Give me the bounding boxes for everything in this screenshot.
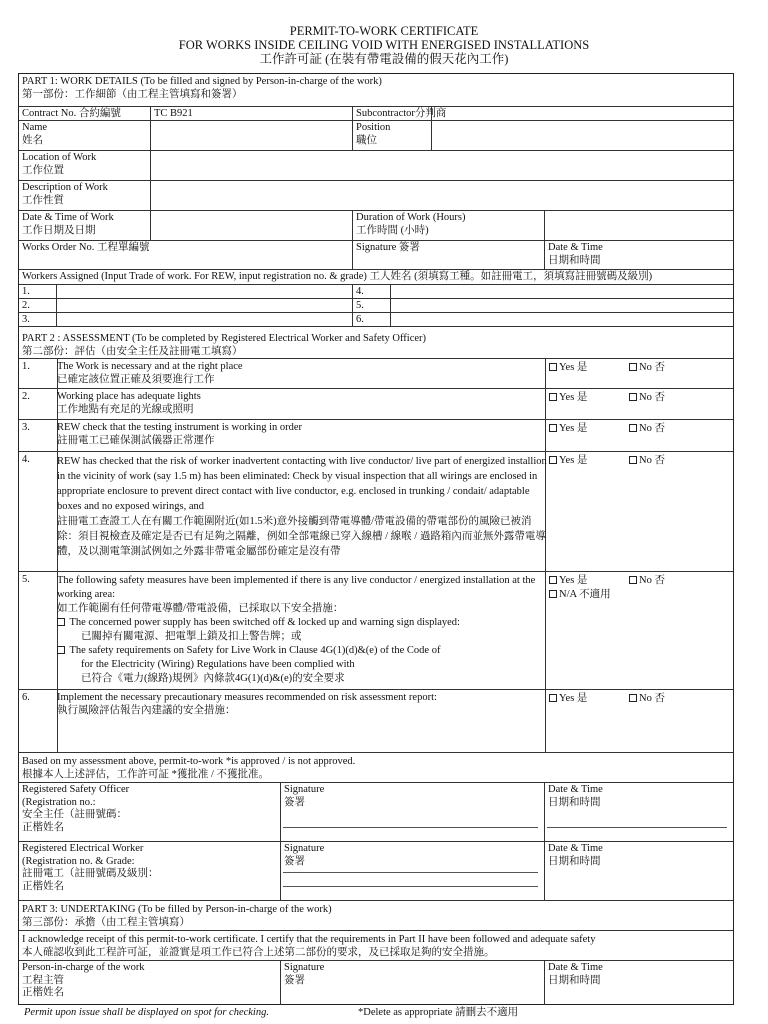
duration-label-en: Duration of Work (Hours) [356,212,466,223]
worker-row-2 [19,299,733,313]
measure-1-zh: 已關掉有關電源、把電掣上鎖及扣上警告牌；或 [81,631,302,642]
pic-signature-label-en: Signature [284,962,325,973]
worker-number: 6. [356,314,364,325]
no-checkbox[interactable] [629,362,665,375]
subcontractor-label: Subcontractor分判商 [356,108,447,119]
item-text-en: REW has checked that the risk of worker inadvertent contacting with live conductor/ live part of energized installion in the vicinity of work (say 1.5 m) has been eliminated: Check by visual inspection that all wirings are enclosed in appropriate enclosure to prevent direct contact with live conductor, e.g. enclosed in trunking / condait/ adaptable boxes and no exposed wirings, and [57,456,547,512]
title-line-3: 工作許可証 (在裝有帶電設備的假天花內工作) [259,52,509,66]
item-number: 1. [22,361,30,372]
part1-signature-label: Signature 簽署 [356,242,420,253]
contract-field[interactable] [151,107,353,120]
item-text-en: The Work is necessary and at the right place [57,361,243,372]
no-checkbox[interactable] [629,455,665,468]
name-field[interactable] [151,121,353,150]
item-text-zh: 執行風險評估報告內建議的安全措施： [57,704,236,716]
safety-officer-field[interactable] [19,783,281,841]
item-number: 6. [22,692,30,703]
assessment-item-2 [19,389,733,420]
rew-signature-label-en: Signature [284,843,325,854]
part1-heading-en: PART 1: WORK DETAILS (To be filled and signed by Person-in-charge of the work) [22,76,382,87]
worker-number: 4. [356,286,364,297]
permit-form [18,73,734,1005]
na-label: N/A 不適用 [559,589,611,600]
worker-field[interactable] [391,285,733,298]
rso-reg-label: (Registration no.: [22,796,96,808]
subcontractor-field[interactable] [432,107,733,120]
rso-reg-label-zh: 安全主任（註冊號碼： [22,809,127,821]
yes-checkbox[interactable] [549,362,587,375]
item-text-zh: 工作地點有充足的光線或照明 [57,403,194,415]
statement-en: Based on my assessment above, permit-to-work *is approved / is not approved. [22,756,356,767]
description-label-zh: 工作性質 [22,194,64,206]
item-text-zh: 已確定該位置正確及須要進行工作 [57,373,215,385]
part3-heading-zh: 第三部份：承擔（由工程主管填寫） [22,916,190,928]
rew-datetime-field[interactable] [545,842,733,900]
pic-signature-label-zh: 簽署 [284,974,305,986]
datetime-label-zh: 工作日期及日期 [22,224,96,236]
name-label-en: Name [22,122,48,133]
rew-dt-label-en: Date & Time [548,843,603,854]
worker-number: 5. [356,300,364,311]
yes-label: Yes 是 [559,455,588,466]
assessment-item-6 [19,690,733,753]
ack-zh: 本人確認收到此工程許可証，並證實是項工作已符合上述第二部份的要求，及已採取足夠的安全措施。 [22,946,495,958]
person-in-charge-block [19,961,733,1005]
pic-dt-label-zh: 日期和時間 [548,974,601,986]
measure-2-zh: 已符合《電力(線路)規例》內條款4G(1)(d)&(e)的安全要求 [81,673,345,684]
part1-heading [19,74,733,107]
safety-officer-block [19,783,733,842]
yes-checkbox[interactable] [549,455,587,468]
no-label: No 否 [639,455,665,466]
pic-name-label: 正楷姓名 [22,987,64,999]
ack-en: I acknowledge receipt of this permit-to-work certificate. I certify that the requirements in Part II have been followed and adequate safety [22,934,596,945]
rew-label: Registered Electrical Worker [22,843,144,854]
title-line-1: PERMIT-TO-WORK CERTIFICATE [289,24,479,38]
location-label-zh: 工作位置 [22,164,64,176]
pic-label: Person-in-charge of the work [22,962,145,973]
item-text-zh: 如工作範圍有任何帶電導體/帶電設備，已採取以下安全措施： [57,603,344,614]
part3-heading-en: PART 3: UNDERTAKING (To be filled by Person-in-charge of the work) [22,904,332,915]
rew-dt-label-zh: 日期和時間 [548,855,601,867]
datetime-field[interactable] [151,211,353,240]
footer-note: Permit upon issue shall be displayed on spot for checking. [24,1007,269,1018]
yes-label: Yes 是 [559,362,588,373]
description-field[interactable] [151,181,733,210]
workers-label: Workers Assigned (Input Trade of work. For REW, input registration no. & grade) 工人姓名 (須填寫工種。如註冊電工，須填寫註冊號碼及級別) [22,271,653,282]
contract-label: Contract No. 合約編號 [22,108,121,119]
rso-signature-field[interactable] [281,783,545,841]
assessment-item-4 [19,452,733,572]
part1-dt-label-zh: 日期和時間 [548,254,601,266]
item-text-en: Working place has adequate lights [57,391,201,402]
rso-dt-label-zh: 日期和時間 [548,796,601,808]
item-text-en: REW check that the testing instrument is working in order [57,422,303,433]
rew-reg-label-zh: 註冊電工（註冊號碼及級別： [22,868,159,880]
pic-label-zh: 工程主管 [22,974,64,986]
name-label-zh: 姓名 [22,134,43,146]
rso-dt-label-en: Date & Time [548,784,603,795]
title-line-2: FOR WORKS INSIDE CEILING VOID WITH ENERGISED INSTALLATIONS [178,38,590,52]
no-label: No 否 [639,423,665,434]
pic-dt-label-en: Date & Time [548,962,603,973]
rew-name-label: 正楷姓名 [22,880,64,892]
pic-signature-field[interactable] [281,961,545,1005]
works-order-row [19,241,733,270]
datetime-row [19,211,733,241]
acknowledgement [19,931,733,961]
part1-dt-label-en: Date & Time [548,242,603,253]
yes-checkbox[interactable] [549,575,587,588]
location-row [19,151,733,181]
no-label: No 否 [639,693,665,704]
footer-delete-note: *Delete as appropriate 請刪去不適用 [358,1007,519,1018]
no-label: No 否 [639,575,665,586]
yes-label: Yes 是 [559,423,588,434]
part2-heading [19,327,733,359]
item-number: 2. [22,391,30,402]
item-text-zh: 註冊電工查證工人在有關工作範圍附近(如1.5米)意外接觸到帶電導體/帶電設備的帶電部份的風險已被消除：須目視檢查及確定是否已有足夠之隔離，例如全部電線已穿入線槽 / 線喉 / 過路箱內而並無外露帶電導體，及以測電筆測試例如之外露非帶電金屬部份確定是沒有帶 [57,516,546,557]
measure-1-en[interactable]: The concerned power supply has been switched off & locked up and warning sign displayed: [57,616,551,630]
datetime-label-en: Date & Time of Work [22,212,114,223]
part1-signature-field[interactable] [353,241,545,269]
na-checkbox[interactable] [549,589,611,602]
person-in-charge-field[interactable] [19,961,281,1005]
worker-field[interactable] [57,285,353,298]
part1-heading-zh: 第一部份：工作細節（由工程主管填寫和簽署） [22,88,243,100]
item-text-en: The following safety measures have been implemented if there is any live conductor / energized installation at the working area: [57,575,536,600]
no-checkbox[interactable] [629,392,665,405]
yes-label: Yes 是 [559,693,588,704]
rso-signature-label-en: Signature [284,784,325,795]
pic-datetime-field[interactable] [545,961,733,1005]
rso-signature-label-zh: 簽署 [284,796,305,808]
yes-checkbox[interactable] [549,392,587,405]
item-text-zh: 註冊電工已確保測試儀器正常運作 [57,434,215,446]
works-order-label: Works Order No. 工程單編號 [22,242,150,253]
no-checkbox[interactable] [629,693,665,706]
measure-2-en[interactable]: The safety requirements on Safety for Live Work in Clause 4G(1)(d)&(e) of the Code of [57,644,551,658]
item-number: 3. [22,422,30,433]
yes-checkbox[interactable] [549,693,587,706]
description-row [19,181,733,211]
statement-zh: 根據本人上述評估，工作許可証 *獲批准 / 不獲批准。 [22,768,270,780]
part1-datetime-field[interactable] [545,241,733,269]
yes-checkbox[interactable] [549,423,587,436]
rso-name-label: 正楷姓名 [22,821,64,833]
item-number: 5. [22,574,30,585]
item-number: 4. [22,454,30,465]
location-label-en: Location of Work [22,152,97,163]
duration-label-zh: 工作時間 (小時) [356,224,429,236]
worker-row-1 [19,285,733,299]
contract-row [19,107,733,121]
no-label: No 否 [639,362,665,373]
works-order-field[interactable] [19,241,353,269]
rew-signature-field[interactable] [281,842,545,900]
rso-datetime-field[interactable] [545,783,733,841]
name-row [19,121,733,151]
description-label-en: Description of Work [22,182,108,193]
electrical-worker-block [19,842,733,901]
rew-signature-label-zh: 簽署 [284,855,305,867]
part2-heading-zh: 第二部份：評估（由安全主任及註冊電工填寫） [22,345,243,357]
electrical-worker-field[interactable] [19,842,281,900]
assessment-statement [19,753,733,783]
part2-heading-en: PART 2 : ASSESSMENT (To be completed by Registered Electrical Worker and Safety Officer) [22,333,427,344]
no-checkbox[interactable] [629,575,665,588]
rso-label: Registered Safety Officer [22,784,130,795]
rew-reg-label: (Registration no. & Grade: [22,855,135,867]
workers-heading [19,270,733,285]
position-label-zh: 職位 [356,134,377,146]
worker-number: 1. [22,286,30,297]
worker-number: 3. [22,314,30,325]
no-checkbox[interactable] [629,423,665,436]
worker-field[interactable] [57,299,353,312]
location-field[interactable] [151,151,733,180]
yes-label: Yes 是 [559,392,588,403]
worker-field[interactable] [57,313,353,326]
position-label-en: Position [356,122,391,133]
assessment-item-5 [19,572,733,690]
position-field[interactable] [432,121,733,150]
part3-heading [19,901,733,931]
yes-label: Yes 是 [559,575,588,586]
no-label: No 否 [639,392,665,403]
assessment-item-1 [19,359,733,389]
worker-field[interactable] [391,313,733,326]
contract-value: TC B921 [154,108,193,119]
worker-row-3 [19,313,733,327]
assessment-item-3 [19,420,733,452]
item-text-en: Implement the necessary precautionary measures recommended on risk assessment report: [57,692,437,703]
duration-field[interactable] [545,211,733,240]
worker-field[interactable] [391,299,733,312]
measure-2-en-cont: for the Electricity (Wiring) Regulations have been complied with [81,659,355,670]
worker-number: 2. [22,300,30,311]
